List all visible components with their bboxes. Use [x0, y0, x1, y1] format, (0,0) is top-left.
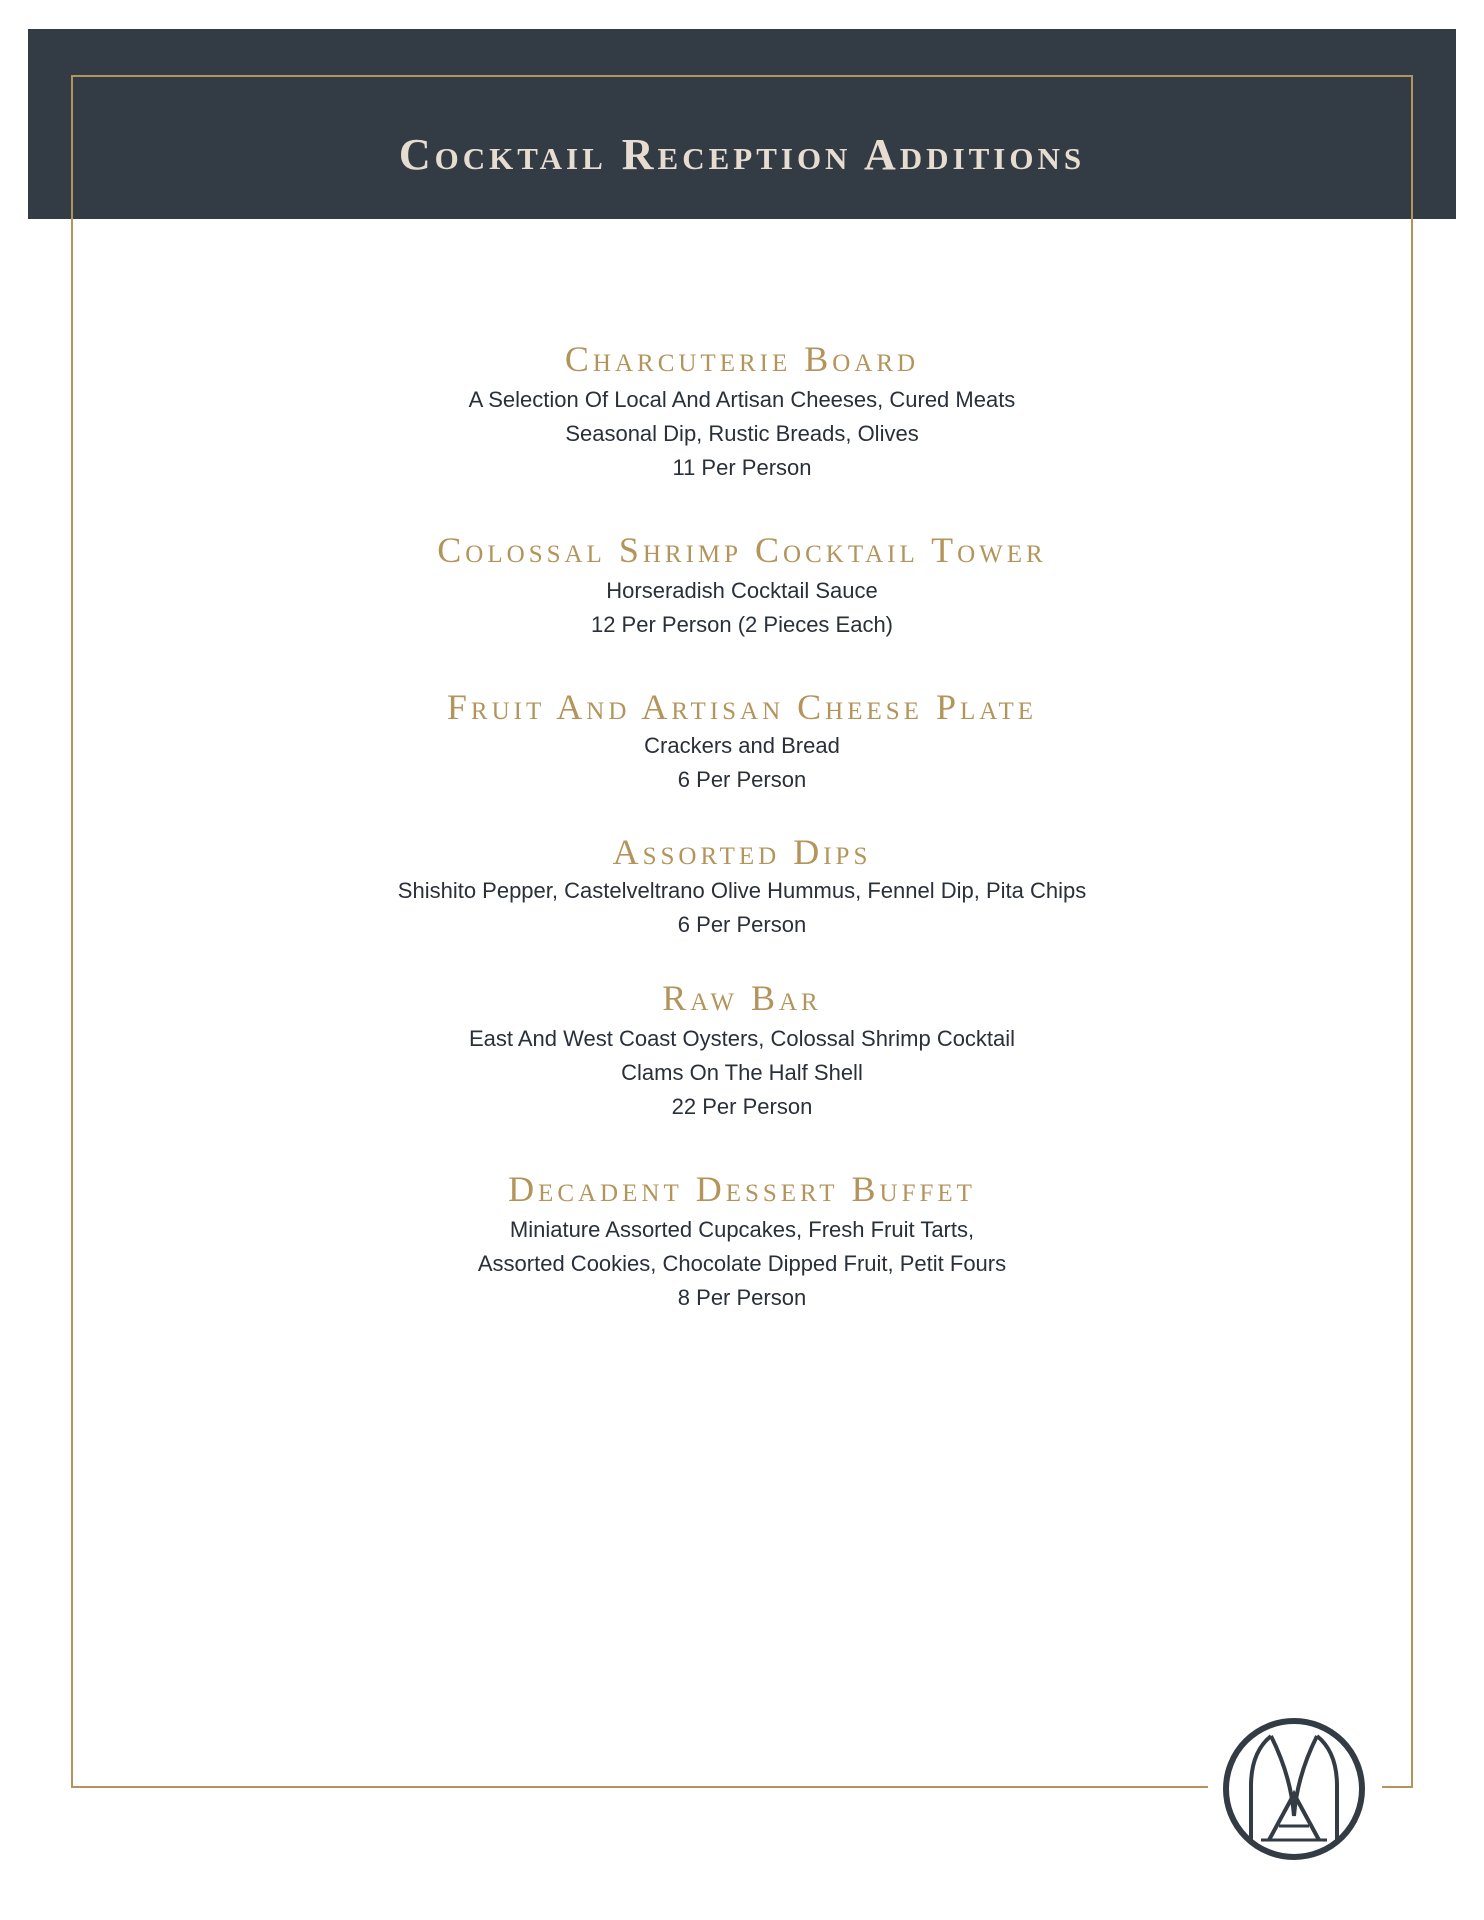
- menu-item-name: Decadent Dessert Buffet: [508, 1169, 976, 1209]
- menu-item-description: East And West Coast Oysters, Colossal Shrimp Cocktail: [468, 1026, 1016, 1051]
- menu-item-description: Horseradish Cocktail Sauce: [606, 578, 878, 603]
- menu-item-charcuterie-board: [72, 337, 1412, 485]
- menu-item-price: 22 Per Person: [671, 1094, 813, 1119]
- menu-item-name: Assorted Dips: [612, 832, 872, 872]
- menu-item-description: A Selection Of Local And Artisan Cheeses, Cured Meats: [468, 387, 1016, 412]
- menu-item-name: Raw Bar: [662, 978, 822, 1018]
- monogram-logo-icon: [1221, 1716, 1367, 1862]
- menu-item-name: Charcuterie Board: [564, 339, 920, 379]
- menu-item-price: 8 Per Person: [677, 1285, 807, 1310]
- menu-item-description: Crackers and Bread: [644, 733, 840, 758]
- menu-item-shrimp-cocktail-tower: [72, 528, 1412, 642]
- menu-item-assorted-dips: [72, 830, 1412, 942]
- page-title: Cocktail Reception Additions: [398, 130, 1086, 179]
- menu-item-price: 11 Per Person: [672, 455, 812, 480]
- menu-item-name: Fruit And Artisan Cheese Plate: [446, 687, 1038, 727]
- menu-item-description: Clams On The Half Shell: [621, 1060, 863, 1085]
- menu-item-dessert-buffet: [72, 1167, 1412, 1315]
- menu-item-description: Shishito Pepper, Castelveltrano Olive Hummus, Fennel Dip, Pita Chips: [397, 878, 1087, 903]
- menu-item-price: 6 Per Person: [677, 912, 807, 937]
- menu-item-price: 12 Per Person (2 Pieces Each): [590, 612, 894, 637]
- menu-item-raw-bar: [72, 976, 1412, 1124]
- menu-item-price: 6 Per Person: [677, 767, 807, 792]
- menu-item-description: Assorted Cookies, Chocolate Dipped Fruit, Petit Fours: [477, 1251, 1007, 1276]
- menu-item-fruit-cheese-plate: [72, 685, 1412, 797]
- menu-item-description: Seasonal Dip, Rustic Breads, Olives: [565, 421, 919, 446]
- menu-item-name: Colossal Shrimp Cocktail Tower: [437, 530, 1047, 570]
- menu-item-description: Miniature Assorted Cupcakes, Fresh Fruit Tarts,: [509, 1217, 975, 1242]
